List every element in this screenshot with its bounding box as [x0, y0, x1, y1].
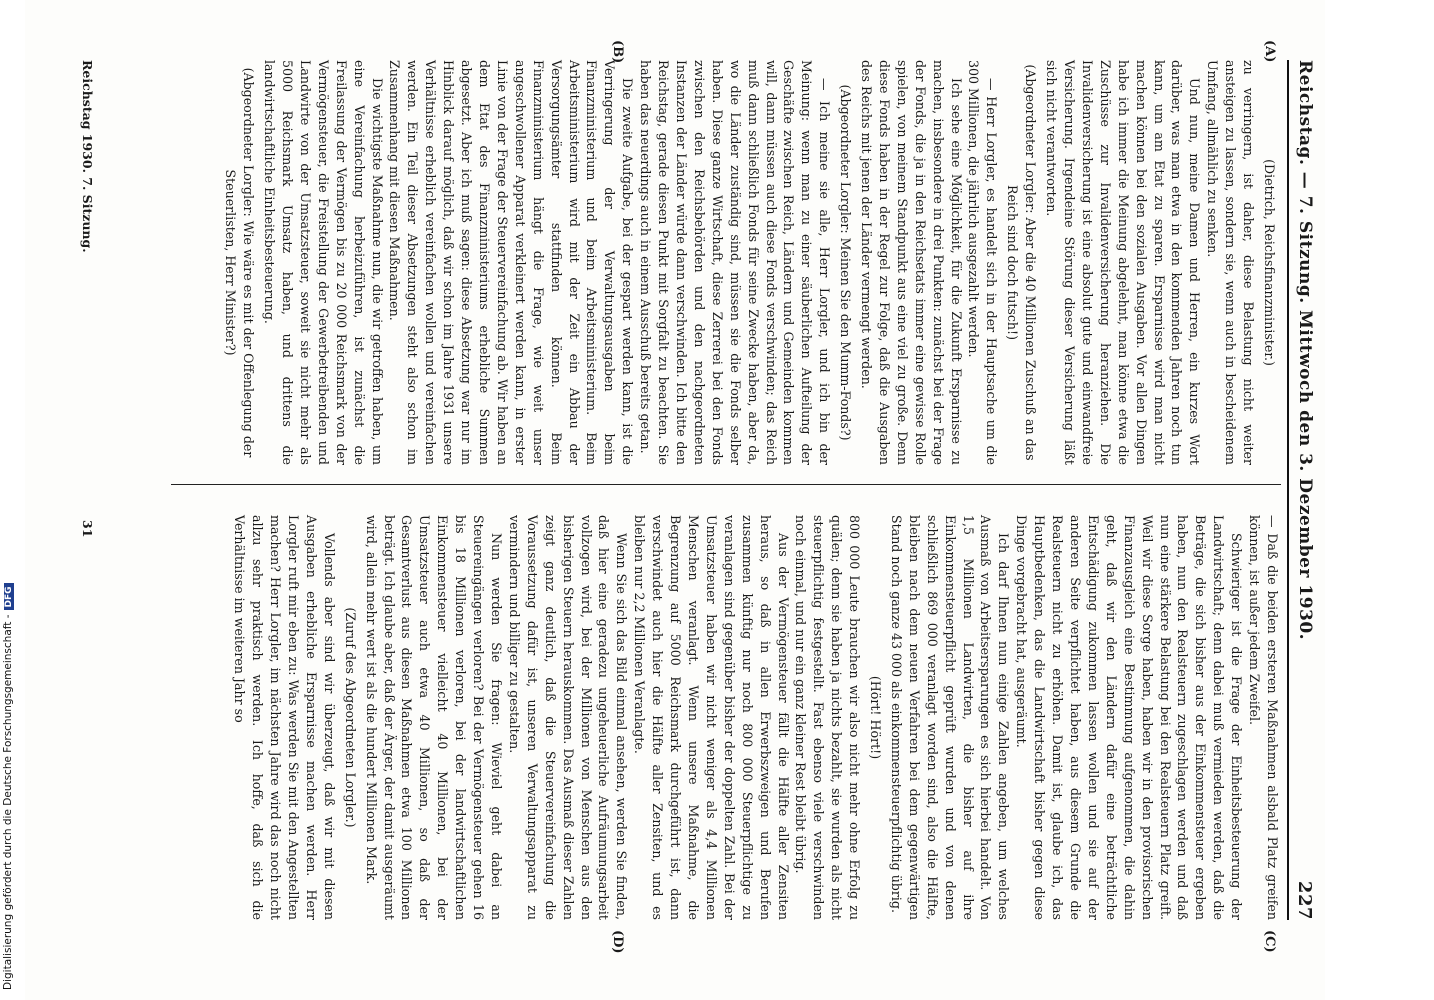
- credit-text: Digitalisierung gefördert durch die Deutsche Forschungsgemeinschaft -: [2, 614, 14, 990]
- paragraph: Und nun, meine Damen und Herren, ein kurzes Wort darüber, was man etwa in den kommenden Jahren noch tun kann, um am Etat zu sparen. Ersparnisse wird man nicht machen können bei den sozialen Ausgaben. Vor allen Dingen habe ich immer die Meinung abgelehnt, man könne etwa die Zuschüsse zur Invalidenversicherung heranziehen. Die Invalidenversicherung ist eine absolut gute und einwandfreie Versicherung. Irgendeine Störung dieser Versicherung läßt sich nicht verantworten.: [1044, 60, 1203, 465]
- paragraph: Aus der Vermögensteuer fällt die Hälfte aller Zensiten heraus, so daß in allen Erwerbszweigen und Berufen zusammen künftig nur noch 800 000 Steuerpflichtige zu veranlagen sind gegenüber bisher der doppelten Zahl. Bei der Umsatzsteuer haben wir nicht weniger als 4,4 Millionen Menschen veranlagt. Wenn unsere Maßnahme, die Begrenzung auf 5000 Reichsmark durchgeführt ist, dann verschwindet auch hier die Hälfte aller Zensiten, und es bleiben nur 2,2 Millionen Veranlagte.: [632, 515, 791, 920]
- paragraph: — Ich meine sie alle, Herr Lorgler, und ich bin der Meinung: wenn man zu einer säuberlichen Aufteilung der Geschäfte zwischen Reich, Ländern und Gemeinden kommen will, dann müssen auch diese Fonds verschwinden; das Reich muß dann schließlich Fonds für seine Zwecke haben, aber da, wo die Länder zuständig sind, müssen sie die Fonds selber haben. Diese ganze Wirtschaft, diese Zerrerei bei den Fonds zwischen den Reichsbehörden und den nachgeordneten Instanzen der Länder würde dann verschwinden. Ich bitte den Reichstag, gerade diesen Punkt mit Sorgfalt zu beachten. Sie haben das neuerdings auch in einem Ausschuß bereits getan.: [638, 60, 833, 465]
- document-page: [25, 0, 1325, 1000]
- margin-mark-c: (C): [1262, 930, 1277, 953]
- paragraph: — Daß die beiden ersteren Maßnahmen alsbald Platz greifen können, ist außer jedem Zweifel.: [1247, 515, 1280, 920]
- paragraph: Ich darf Ihnen nun einige Zahlen angeben, um welches Ausmaß von Arbeitsersparungen es sich hierbei handelt. Von 1,5 Millionen Landwirten, die bisher auf ihre Einkommensteuerpflicht geprüft wurden und von denen schließlich 869 000 veranlagt worden sind, also die Hälfte, bleiben nach dem neuen Verfahren bei dem gegenwärtigen Stand noch ganze 43 000 als einkommensteuerpflichtig übrig.: [888, 515, 1012, 920]
- page-title: Reichstag. — 7. Sitzung. Mittwoch den 3. Dezember 1930.: [1295, 60, 1315, 641]
- column-divider: [171, 484, 1281, 485]
- paragraph: (Abgeordneter Lorgler: Meinen Sie den Mumm-Fonds?): [838, 84, 854, 441]
- paragraph: Wenn Sie sich das Bild einmal ansehen, werden Sie finden, daß hier eine geradezu ungeheuerliche Aufräumungsarbeit vollzogen wird, bei der Millionen von Menschen aus den bisherigen Steuern herauskommen. Das Ausmaß dieser Zahlen zeigt ganz deutlich, daß die Steuervereinfachung die Voraussetzung dafür ist, unseren Verwaltungsapparat zu vermindern und billiger zu gestalten.: [506, 515, 630, 920]
- page-header: [1287, 60, 1317, 920]
- paragraph: Vollends aber sind wir überzeugt, daß wir mit diesen Ausgaben erhebliche Ersparnisse machen werden. Herr Lorgler ruft mir eben zu: Was werden Sie mit den Angestellten machen? Herr Lorgler, im nächsten Jahre wird das noch nicht allzu sehr praktisch werden. Ich hoffe, daß sich die Verhältnisse im weiteren Jahr so: [232, 515, 337, 920]
- paragraph: — Herr Lorgler, es handelt sich in der Hauptsache um die 300 Millionen, die jährlich ausgezahlt werden.: [966, 60, 1000, 465]
- margin-mark-a: (A): [1262, 40, 1277, 63]
- paragraph: (Hört! Hört!): [868, 675, 884, 760]
- paragraph: Schwieriger ist die Frage der Einheitsbesteuerung der Landwirtschaft; denn dabei muß vermieden werden, daß die Beträge, die sich bisher aus der Einkommensteuer ergeben haben, nun den Realsteuern zugeschlagen werden und daß nun eine stärkere Belastung bei den Realsteuern Platz greift. Weil wir diese Sorge haben, haben wir in den provisorischen Finanzausgleich eine Bestimmung aufgenommen, die dahin geht, daß wir den Ländern dafür eine beträchtliche Entschädigung zukommen lassen wollen und sie auf der anderen Seite verpflichtet haben, aus diesem Grunde die Realsteuern nicht zu erhöhen. Damit ist, glaube ich, das Hauptbedenken, das die Landwirtschaft bisher gegen diese Dinge vorgebracht hat, ausgeräumt.: [1014, 515, 1245, 920]
- digitization-credit: [0, 0, 20, 1000]
- margin-mark-b: (B): [610, 40, 625, 64]
- right-column: [230, 515, 1281, 920]
- footer-page-number: 31: [80, 520, 95, 538]
- left-column: [218, 60, 1281, 465]
- paragraph: Die zweite Aufgabe, bei der gespart werden kann, ist die Verringerung der Verwaltungsausgaben beim Finanzministerium und beim Arbeitsministerium. Beim Arbeitsministerium wird mit der Zeit ein Abbau der Versorgungsämter stattfinden können. Beim Finanzministerium hängt die Frage, wie weit unser angeschwollener Apparat verkleinert werden kann, in erster Linie von der Frage der Steuervereinfachung ab. Wir haben an dem Etat des Finanzministeriums erhebliche Summen abgesetzt. Aber ich muß sagen: diese Absetzung war nur im Hinblick darauf möglich, daß wir schon im Jahre 1931 unsere Verhältnisse erheblich vereinfachen wollen und vereinfachen werden. Ein Teil dieser Absetzungen steht also schon im Zusammenhang mit diesen Maßnahmen.: [387, 60, 636, 465]
- page-number: 227: [1294, 880, 1315, 920]
- paragraph: zu verringern, ist daher, diese Belastung nicht weiter ansteigen zu lassen, sondern sie, wenn auch in bescheidenem Umfang, allmählich zu senken.: [1205, 60, 1257, 465]
- paragraph: Nun werden Sie fragen: Wieviel geht dabei an Steuereingängen verloren? Bei der Vermögensteuer gehen 16 bis 18 Millionen verloren, bei der landwirtschaftlichen Einkommensteuer vielleicht 40 Millionen, bei der Umsatzsteuer auch etwa 40 Millionen, so daß der Gesamtverlust aus diesen Maßnahmen etwa 100 Millionen beträgt. Ich glaube aber, daß der Ärger, der damit ausgeräumt wird, allein mehr wert ist als die hundert Millionen Mark.: [363, 515, 505, 920]
- paragraph: (Abgeordneter Lorgler: Wie wäre es mit der Offenlegung der Steuerlisten, Herr Minister?): [223, 67, 257, 458]
- paragraph: (Dietrich, Reichsfinanzminister.): [1262, 159, 1277, 366]
- paragraph: (Zuruf des Abgeordneten Lorgler.): [342, 607, 358, 828]
- paragraph: 800 000 Leute brauchen wir also nicht mehr ohne Erfolg zu quälen; denn sie haben ja nichts bezahlt, sie wurden als nicht steuerpflichtig festgestellt. Fast ebenso viele verschwinden noch einmal, und nur ein ganz kleiner Rest bleibt übrig.: [793, 515, 863, 920]
- paragraph: Die wichtigste Maßnahme nun, die wir getroffen haben, um eine Vereinfachung herbeizuführen, ist zunächst die Freilassung der Vermögen bis zu 20 000 Reichsmark von der Vermögensteuer, die Freistellung der Gewerbetreibenden und Landwirte von der Umsatzsteuer, soweit sie nicht mehr als 5000 Reichsmark Umsatz haben, und drittens die landwirtschaftliche Einheitsbesteuerung.: [262, 60, 385, 465]
- paragraph: Ich sehe eine Möglichkeit, für die Zukunft Ersparnisse zu machen, insbesondere in drei Punkten: zunächst bei der Frage der Fonds, die ja in den Reichsetats immer eine gewisse Rolle spielen, von meinem Standpunkt aus eine viel zu große. Denn diese Fonds haben in der Regel zur Folge, daß die Ausgaben des Reichs mit jenen der Länder vermengt werden.: [859, 60, 964, 465]
- paragraph: (Abgeordneter Lorgler: Aber die 40 Millionen Zuschuß an das Reich sind doch futsch!): [1005, 64, 1039, 461]
- dfg-logo: DFG: [4, 583, 14, 610]
- footer-session: Reichstag 1930. 7. Sitzung.: [80, 60, 95, 253]
- margin-mark-d: (D): [610, 930, 625, 954]
